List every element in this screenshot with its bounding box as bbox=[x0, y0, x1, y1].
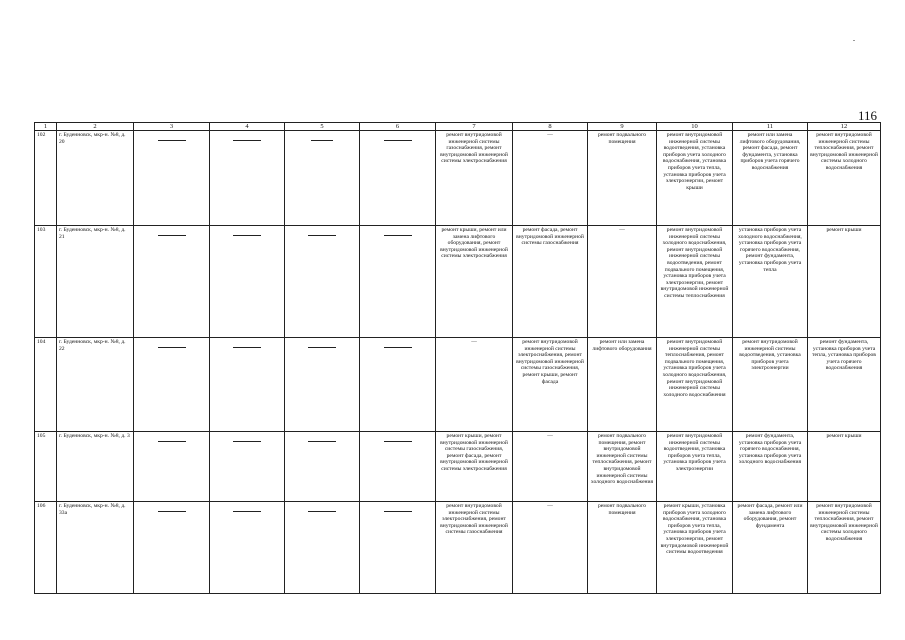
empty-cell bbox=[134, 502, 210, 594]
works-cell: ремонт крыши bbox=[808, 226, 881, 338]
table-row bbox=[35, 502, 881, 594]
dash-mark bbox=[384, 511, 412, 512]
works-cell: ремонт внутридомовой инженерной системы газоснабжения, ремонт внутридомовой инженерной системы электроснабжения bbox=[436, 131, 513, 226]
column-number: 11 bbox=[733, 123, 808, 131]
empty-cell bbox=[360, 502, 436, 594]
dash-mark bbox=[233, 511, 261, 512]
dash-mark bbox=[158, 140, 186, 141]
table-row bbox=[35, 131, 881, 226]
empty-cell bbox=[134, 338, 210, 432]
works-cell: ремонт внутридомовой инженерной системы теплоснабжения, ремонт подвального помещения, установка приборов учета холодного водоснабжения, ремонт внутридомовой инженерной системы холодного водоснабжения bbox=[657, 338, 733, 432]
column-number: 6 bbox=[360, 123, 436, 131]
column-number: 10 bbox=[657, 123, 733, 131]
row-number: 103 bbox=[35, 226, 57, 338]
dash-mark bbox=[233, 235, 261, 236]
empty-cell bbox=[210, 338, 285, 432]
dash-mark bbox=[158, 347, 186, 348]
dash-mark bbox=[233, 140, 261, 141]
works-cell: ремонт или замена лифтового оборудования, ремонт фасада, ремонт фундамента, установка приборов учета горячего водоснабжения bbox=[733, 131, 808, 226]
column-number: 2 bbox=[57, 123, 134, 131]
empty-cell bbox=[360, 131, 436, 226]
empty-cell bbox=[285, 502, 360, 594]
works-cell: — bbox=[588, 226, 657, 338]
works-cell: ремонт подвального помещения bbox=[588, 502, 657, 594]
empty-cell bbox=[210, 226, 285, 338]
dash-mark bbox=[158, 441, 186, 442]
dash-mark bbox=[158, 511, 186, 512]
empty-cell bbox=[360, 432, 436, 502]
works-cell: ремонт крыши, ремонт или замена лифтового оборудования, ремонт внутридомовой инженерной системы электроснабжения bbox=[436, 226, 513, 338]
works-cell: установка приборов учета холодного водоснабжения, установка приборов учета горячего водоснабжения, ремонт фундамента, установка приборов учета тепла bbox=[733, 226, 808, 338]
dash-mark bbox=[233, 441, 261, 442]
address-cell: г. Буденновск, мкр-н. №8, д. 20 bbox=[57, 131, 134, 226]
works-cell: ремонт внутридомовой инженерной системы электроснабжения, ремонт внутридомовой инженерной системы газоснабжения, ремонт крыши, ремонт фасада bbox=[513, 338, 588, 432]
works-cell: ремонт подвального помещения bbox=[588, 131, 657, 226]
works-cell: ремонт крыши, ремонт внутридомовой инженерной системы газоснабжения, ремонт фасада, ремонт внутридомовой инженерной системы электроснабжения bbox=[436, 432, 513, 502]
dash-mark bbox=[384, 140, 412, 141]
dash-mark bbox=[384, 347, 412, 348]
empty-cell bbox=[285, 131, 360, 226]
column-number: 8 bbox=[513, 123, 588, 131]
empty-cell bbox=[210, 131, 285, 226]
column-number-row bbox=[35, 123, 881, 131]
empty-cell bbox=[360, 226, 436, 338]
address-cell: г. Буденновск, мкр-н. №8, д. 33а bbox=[57, 502, 134, 594]
table-row bbox=[35, 432, 881, 502]
empty-cell bbox=[134, 432, 210, 502]
empty-cell bbox=[210, 502, 285, 594]
empty-cell bbox=[134, 226, 210, 338]
row-number: 105 bbox=[35, 432, 57, 502]
works-cell: ремонт внутридомовой инженерной системы холодного водоснабжения, ремонт внутридомовой инженерной системы водоотведения, ремонт подвального помещения, установка приборов учета электроэнергии, ремонт внутридомовой инженерной системы теплоснабжения bbox=[657, 226, 733, 338]
works-cell: — bbox=[436, 338, 513, 432]
empty-cell bbox=[360, 338, 436, 432]
works-cell: ремонт фасада, ремонт внутридомовой инженерной системы газоснабжения bbox=[513, 226, 588, 338]
works-cell: ремонт фундамента, установка приборов учета тепла, установка приборов учета горячего водоснабжения bbox=[808, 338, 881, 432]
works-cell: ремонт внутридомовой инженерной системы электроснабжения, ремонт внутридомовой инженерной системы газоснабжения bbox=[436, 502, 513, 594]
works-cell: ремонт внутридомовой инженерной системы водоотведения, установка приборов учета тепла, установка приборов учета электроэнергии bbox=[657, 432, 733, 502]
works-cell: ремонт фундамента, установка приборов учета горячего водоснабжения, установка приборов учета холодного водоснабжения bbox=[733, 432, 808, 502]
scan-speck bbox=[853, 40, 855, 41]
column-number: 5 bbox=[285, 123, 360, 131]
dash-mark bbox=[308, 347, 336, 348]
column-number: 7 bbox=[436, 123, 513, 131]
dash-mark bbox=[384, 441, 412, 442]
row-number: 106 bbox=[35, 502, 57, 594]
address-cell: г. Буденновск, мкр-н. №8, д. 21 bbox=[57, 226, 134, 338]
works-cell: ремонт крыши, установка приборов учета холодного водоснабжения, установка приборов учета тепла, установка приборов учета электроэнергии, ремонт внутридомовой инженерной системы водоотведения bbox=[657, 502, 733, 594]
dash-mark bbox=[233, 347, 261, 348]
empty-cell bbox=[285, 432, 360, 502]
column-number: 4 bbox=[210, 123, 285, 131]
dash-mark bbox=[308, 511, 336, 512]
works-cell: — bbox=[513, 502, 588, 594]
empty-cell bbox=[285, 338, 360, 432]
row-number: 102 bbox=[35, 131, 57, 226]
row-number: 104 bbox=[35, 338, 57, 432]
works-cell: ремонт или замена лифтового оборудования bbox=[588, 338, 657, 432]
works-cell: ремонт подвального помещения, ремонт внутридомовой инженерной системы теплоснабжения, ремонт внутридомовой инженерной системы холодного водоснабжения bbox=[588, 432, 657, 502]
table-row bbox=[35, 226, 881, 338]
works-cell: ремонт внутридомовой инженерной системы водоотведения, установка приборов учета электроэнергии bbox=[733, 338, 808, 432]
works-cell: ремонт крыши bbox=[808, 432, 881, 502]
dash-mark bbox=[311, 140, 333, 141]
column-number: 1 bbox=[35, 123, 57, 131]
empty-cell bbox=[210, 432, 285, 502]
works-cell: ремонт внутридомовой инженерной системы теплоснабжения, ремонт внутридомовой инженерной системы холодного водоснабжения bbox=[808, 131, 881, 226]
address-cell: г. Буденновск, мкр-н. №8, д. 22 bbox=[57, 338, 134, 432]
column-number: 12 bbox=[808, 123, 881, 131]
dash-mark bbox=[308, 235, 336, 236]
register-table bbox=[34, 122, 881, 594]
dash-mark bbox=[308, 441, 336, 442]
dash-mark bbox=[158, 235, 186, 236]
works-cell: ремонт фасада, ремонт или замена лифтового оборудования, ремонт фундамента bbox=[733, 502, 808, 594]
works-cell: — bbox=[513, 432, 588, 502]
empty-cell bbox=[134, 131, 210, 226]
empty-cell bbox=[285, 226, 360, 338]
works-cell: ремонт внутридомовой инженерной системы теплоснабжения, ремонт внутридомовой инженерной системы холодного водоснабжения bbox=[808, 502, 881, 594]
page-number: 116 bbox=[858, 108, 878, 123]
works-cell: — bbox=[513, 131, 588, 226]
table-row bbox=[35, 338, 881, 432]
address-cell: г. Буденновск, мкр-н. №8, д. 3 bbox=[57, 432, 134, 502]
column-number: 3 bbox=[134, 123, 210, 131]
dash-mark bbox=[384, 235, 412, 236]
column-number: 9 bbox=[588, 123, 657, 131]
works-cell: ремонт внутридомовой инженерной системы водоотведения, установка приборов учета холодного водоснабжения, установка приборов учета тепла, установка приборов учета электроэнергии, ремонт крыши bbox=[657, 131, 733, 226]
